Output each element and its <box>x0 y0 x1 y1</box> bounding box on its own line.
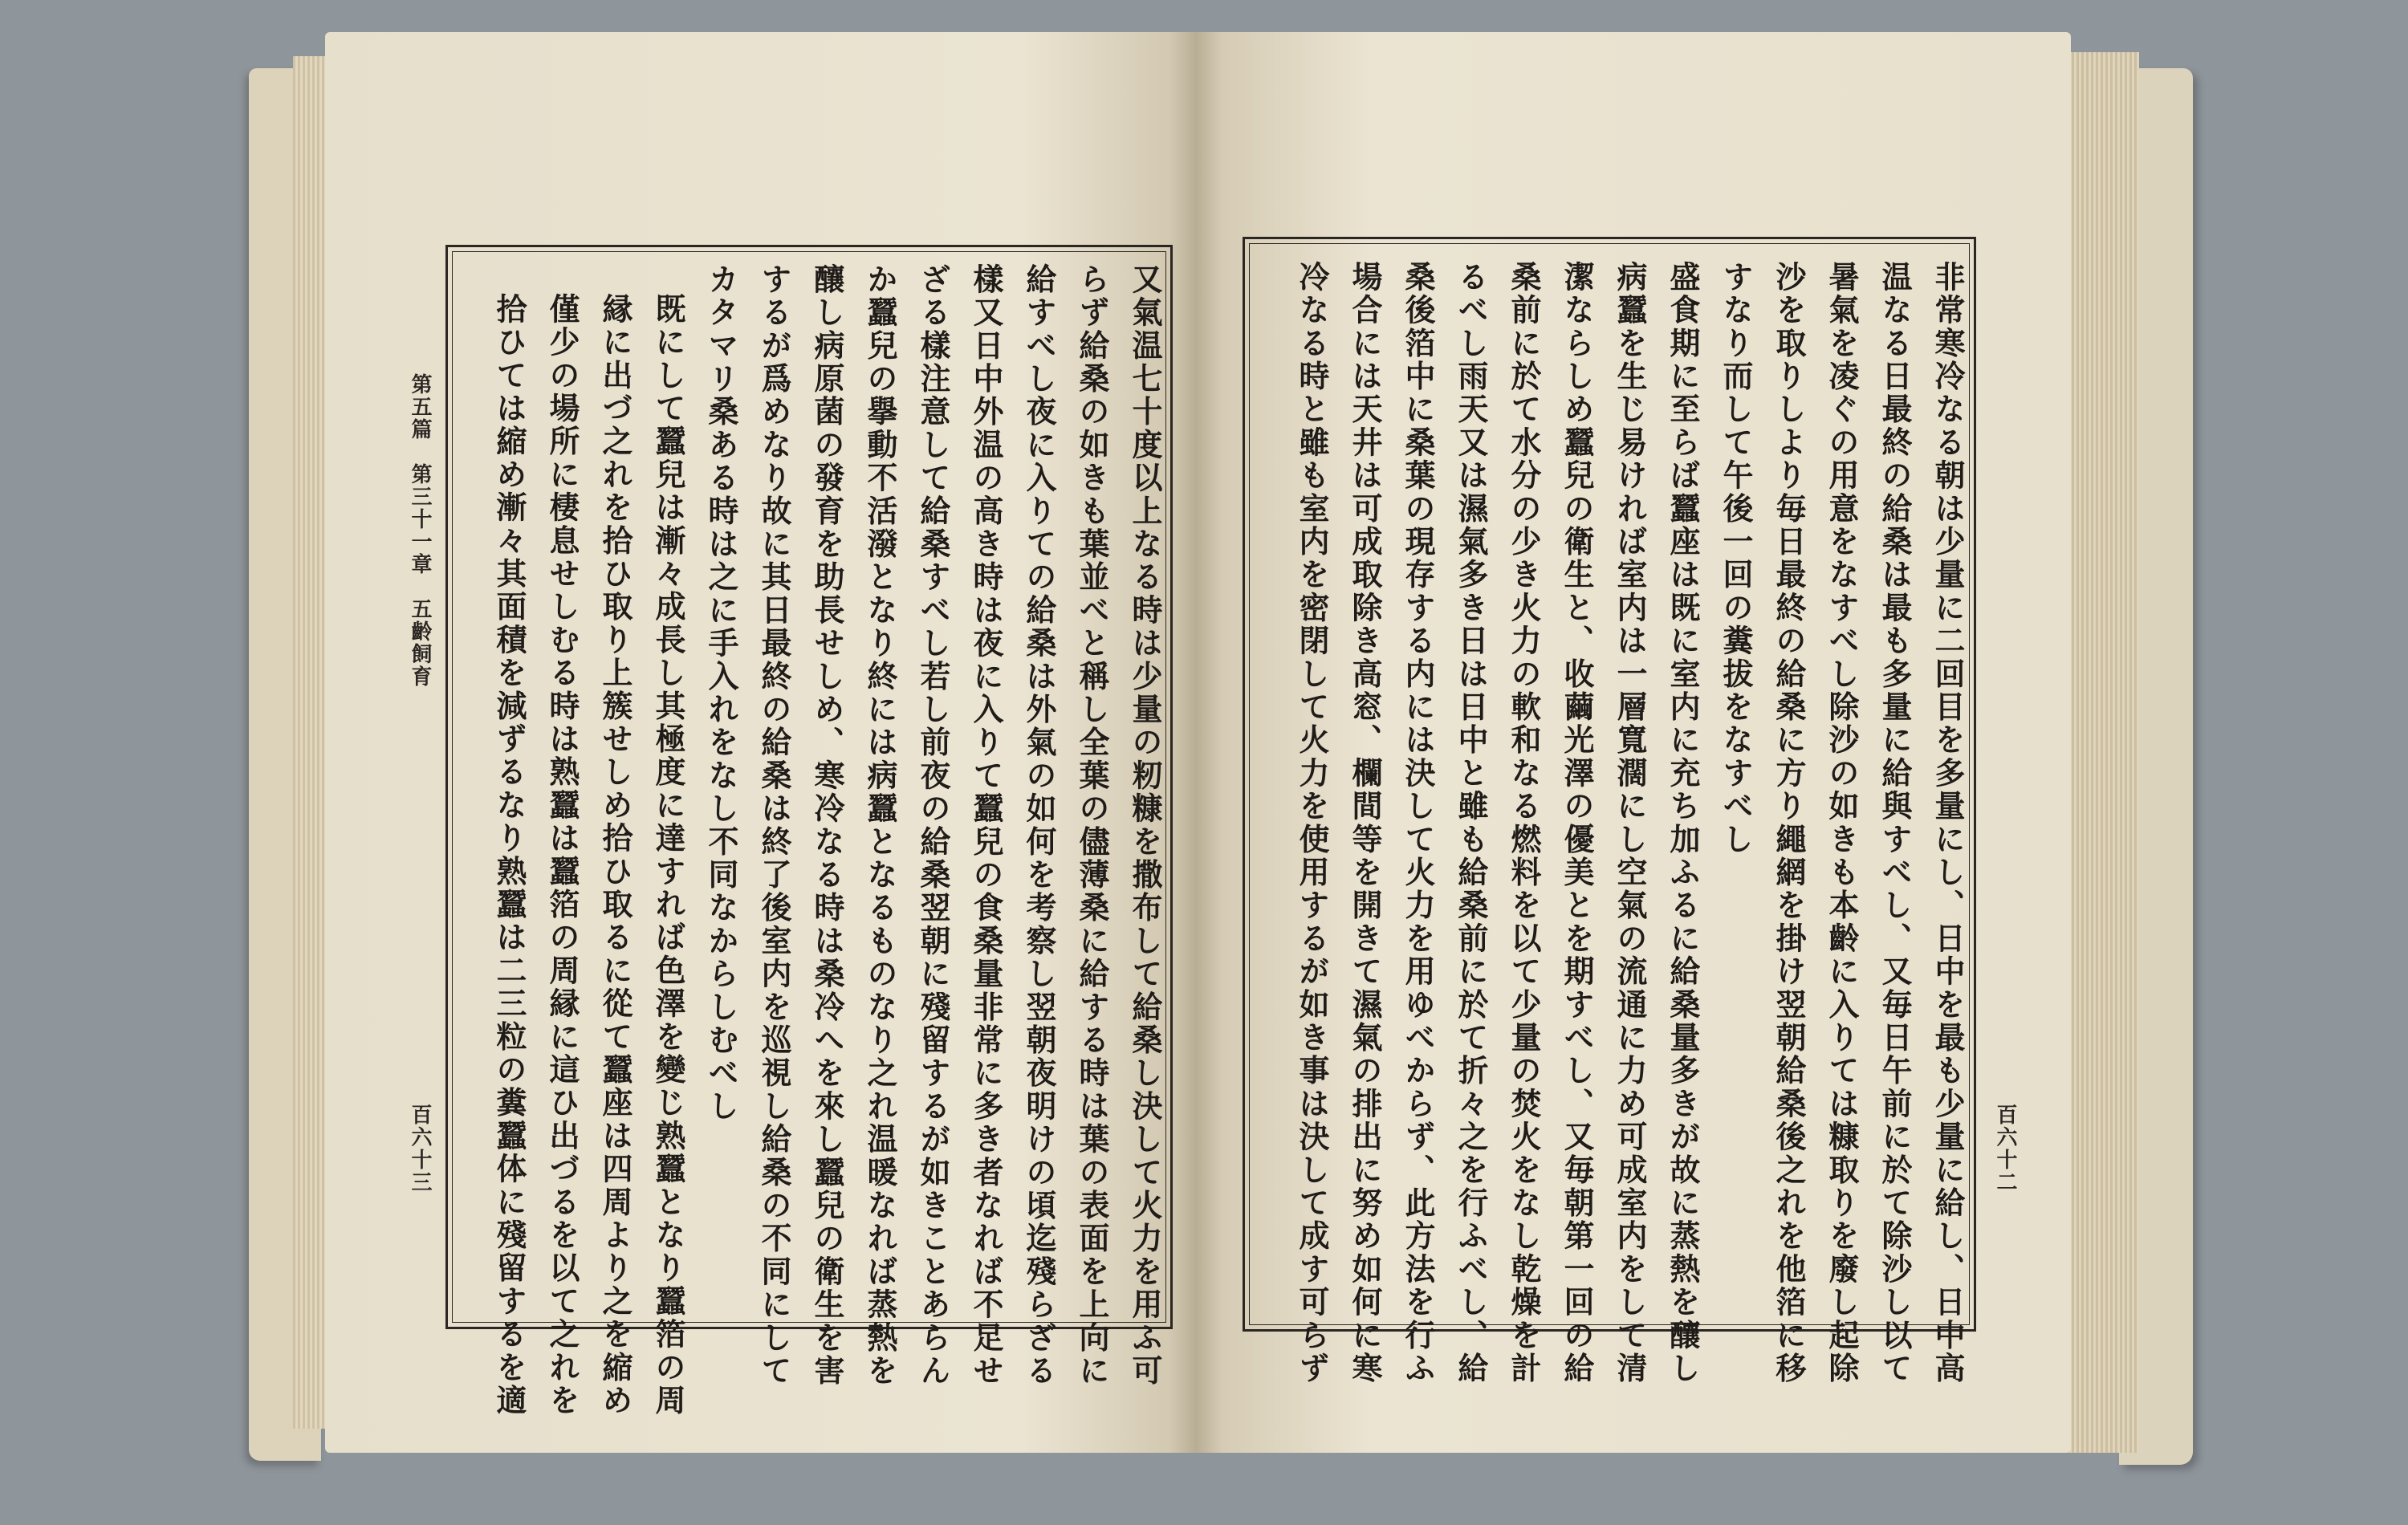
right-text-line: 非常寒冷なる朝は少量に二回目を多量にし、日中を最も少量に給し、日中高 <box>1930 261 1966 1385</box>
left-text-line: 僅少の場所に棲息せしむる時は熟蠶は蠶箔の周縁に這ひ出づるを以て之れを <box>544 293 580 1417</box>
right-text-line: るべし雨天又は濕氣多き日は日中と雖も給桑前に於て折々之を行ふべし、給 <box>1453 261 1489 1385</box>
right-text-line: 温なる日最終の給桑は最も多量に給與すべし、又毎日午前に於て除沙し以て <box>1877 261 1913 1385</box>
left-text-line: 釀し病原菌の發育を助長せしめ、寒冷なる時は桑冷へを來し蠶兒の衛生を害 <box>809 263 845 1388</box>
right-text-line: 冷なる時と雖も室内を密閉して火力を使用するが如き事は決して成す可らず <box>1294 261 1330 1385</box>
right-text-line: 病蠶を生じ易ければ室内は一層寬濶にし空氣の流通に力め可成室内をして清 <box>1612 261 1648 1385</box>
left-text-line: 拾ひては縮め漸々其面積を減ずるなり熟蠶は二三粒の糞蠶体に殘留するを適 <box>491 293 527 1417</box>
left-text-line: 既にして蠶兒は漸々成長し其極度に達すれば色澤を變じ熟蠶となり蠶箔の周 <box>650 293 686 1417</box>
right-page-edges <box>2067 52 2139 1453</box>
right-text-line: 場合には天井は可成取除き高窓、欄間等を開きて濕氣の排出に努め如何に寒 <box>1347 261 1383 1385</box>
left-page-number: 百六十三 <box>408 1104 432 1194</box>
running-header: 第五篇 第三十一章 五齡飼育 <box>408 373 432 688</box>
right-text-line: 桑前に於て水分の少き火力の軟和なる燃料を以て少量の焚火をなし乾燥を計 <box>1506 261 1542 1385</box>
left-text-line: するが爲めなり故に其日最終の給桑は終了後室内を巡視し給桑の不同にして <box>756 263 792 1388</box>
left-text-line: か蠶兒の擧動不活潑となり終には病蠶となるものなり之れ温暖なれば蒸熱を <box>862 263 898 1388</box>
right-text-line: すなり而して午後一回の糞拔をなすべし <box>1718 261 1754 856</box>
right-text-line: 盛食期に至らば蠶座は既に室内に充ち加ふるに給桑量多きが故に蒸熱を釀し <box>1665 261 1701 1385</box>
left-text-line: らず給桑の如きも葉並べと稱し全葉の儘薄桑に給する時は葉の表面を上向に <box>1074 263 1110 1388</box>
left-text-line: 給すべし夜に入りての給桑は外氣の如何を考察し翌朝夜明けの頃迄殘らざる <box>1021 263 1057 1388</box>
right-page-number: 百六十二 <box>1993 1104 2017 1194</box>
left-text-line: 樣又日中外温の高き時は夜に入りて蠶兒の食桑量非常に多き者なれば不足せ <box>968 263 1004 1388</box>
left-text-line: 又氣温七十度以上なる時は少量の籾糠を撒布して給桑し決して火力を用ふ可 <box>1127 263 1163 1388</box>
left-text-line: ざる樣注意して給桑すべし若し前夜の給桑翌朝に殘留するが如きことあらん <box>915 263 951 1388</box>
right-text-line: 桑後箔中に桑葉の現存する内には決して火力を用ゆべからず、此方法を行ふ <box>1400 261 1436 1385</box>
left-text-line: カタマリ桑ある時は之に手入れをなし不同なからしむべし <box>703 263 739 1124</box>
left-text-line: 縁に出づ之れを拾ひ取り上簇せしめ拾ひ取るに從て蠶座は四周より之を縮め <box>597 293 633 1417</box>
right-text-line: 潔ならしめ蠶兒の衛生と、收繭光澤の優美とを期すべし、又毎朝第一回の給 <box>1559 261 1595 1385</box>
right-text-line: 暑氣を凌ぐの用意をなすべし除沙の如きも本齡に入りては糠取りを廢し起除 <box>1824 261 1860 1385</box>
right-text-line: 沙を取りしより毎日最終の給桑に方り繩網を掛け翌朝給桑後之れを他箔に移 <box>1771 261 1807 1385</box>
